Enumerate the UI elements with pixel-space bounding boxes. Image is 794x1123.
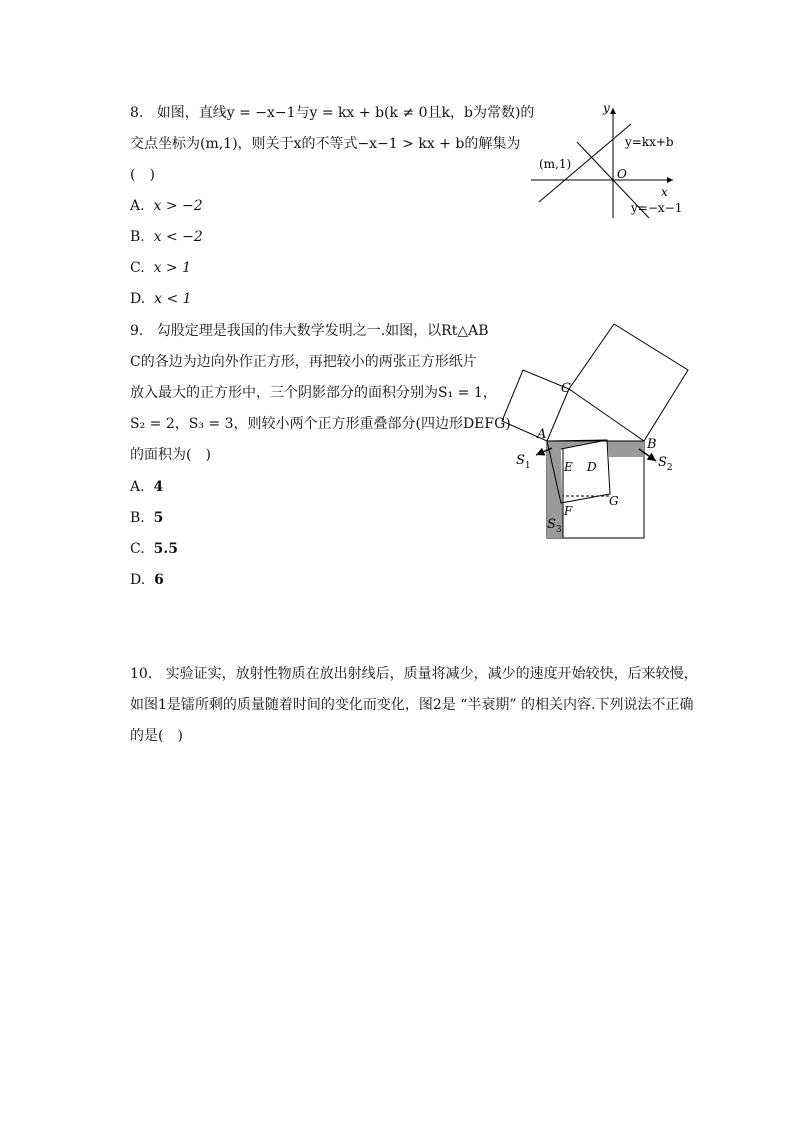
option-text: x > 1 [153,260,192,276]
q8-origin-label: O [617,167,627,181]
option-label: A. [130,198,145,214]
q10-line-3: 的是( ) [130,728,183,744]
q8-option-a[interactable] [130,196,203,216]
option-text: 6 [154,572,164,588]
q10-line-2: 如图1是镭所剩的质量随着时间的变化而变化，图2是 “半衰期” 的相关内容.下列说法不正确 [130,697,694,713]
option-text: 5 [153,510,164,526]
q9-line-1 [130,321,489,341]
q8-line2-label: y=−x−1 [631,201,683,215]
option-text: x < −2 [153,229,203,245]
q9-option-d[interactable] [130,570,164,590]
option-label: B. [130,510,145,526]
q9-option-a[interactable] [130,477,163,497]
q9-line-4: S₂ = 2，S₃ = 3，则较小两个正方形重叠部分(四边形DEFG) [130,416,511,432]
q8-graph-figure [525,100,705,225]
q8-intersection-label: (m,1) [539,157,572,171]
option-label: C. [130,260,145,276]
q8-option-b[interactable] [130,227,203,247]
option-label: C. [130,541,145,557]
q9-label-a: A [537,427,547,442]
q9-label-s2: $S_2$ [658,455,673,473]
q9-shaded-region [547,440,644,538]
q9-option-c[interactable] [130,539,178,559]
q9-line-5: 的面积为( ) [130,447,211,463]
option-text: x < 1 [154,291,192,307]
q10-number: 10. [130,666,153,682]
q9-pythagoras-figure [500,318,700,548]
q9-text-1: 勾股定理是我国的伟大数学发明之一.如图，以Rt△AB [156,323,489,339]
option-label: D. [130,291,146,307]
q8-line-1 [130,103,534,123]
q9-number: 9. [130,323,144,339]
option-label: A. [130,479,145,495]
option-label: B. [130,229,145,245]
q9-option-b[interactable] [130,508,163,528]
q9-label-c: C [561,381,571,396]
option-text: x > −2 [153,198,203,214]
q9-label-s3: $S_3$ [547,517,562,535]
q9-line-2: C的各边为边向外作正方形，再把较小的两张正方形纸片 [130,354,477,370]
q9-label-e: E [564,460,573,474]
q8-x-label: x [661,185,668,199]
q8-option-c[interactable] [130,258,191,278]
q9-square-ac [502,370,569,441]
q10-line-1 [130,664,698,684]
option-text: 5.5 [153,541,178,557]
q9-label-b: B [647,437,657,452]
q8-line1-label: y=kx+b [625,135,674,149]
q8-number: 8. [130,105,144,121]
q8-option-d[interactable] [130,289,192,309]
q9-line-3: 放入最大的正方形中，三个阴影部分的面积分别为S₁ = 1， [130,385,497,401]
q8-line-3: ( ) [130,167,155,183]
q9-square-bc [569,324,688,441]
option-label: D. [130,572,146,588]
option-text: 4 [153,479,164,495]
q10-text-1: 实验证实，放射性物质在放出射线后，质量将减少，减少的速度开始较快，后来较慢， [165,666,698,682]
q9-label-f: F [564,504,573,518]
q9-label-d: D [587,460,597,474]
q9-label-g: G [609,494,619,508]
q8-line-2: 交点坐标为(m,1)，则关于x的不等式−x−1 > kx + b的解集为 [130,136,521,152]
q8-text-1: 如图，直线y = −x−1与y = kx + b(k ≠ 0且k，b为常数)的 [156,105,535,121]
q8-y-label: y [603,101,610,115]
q9-label-s1: $S_1$ [516,453,531,471]
